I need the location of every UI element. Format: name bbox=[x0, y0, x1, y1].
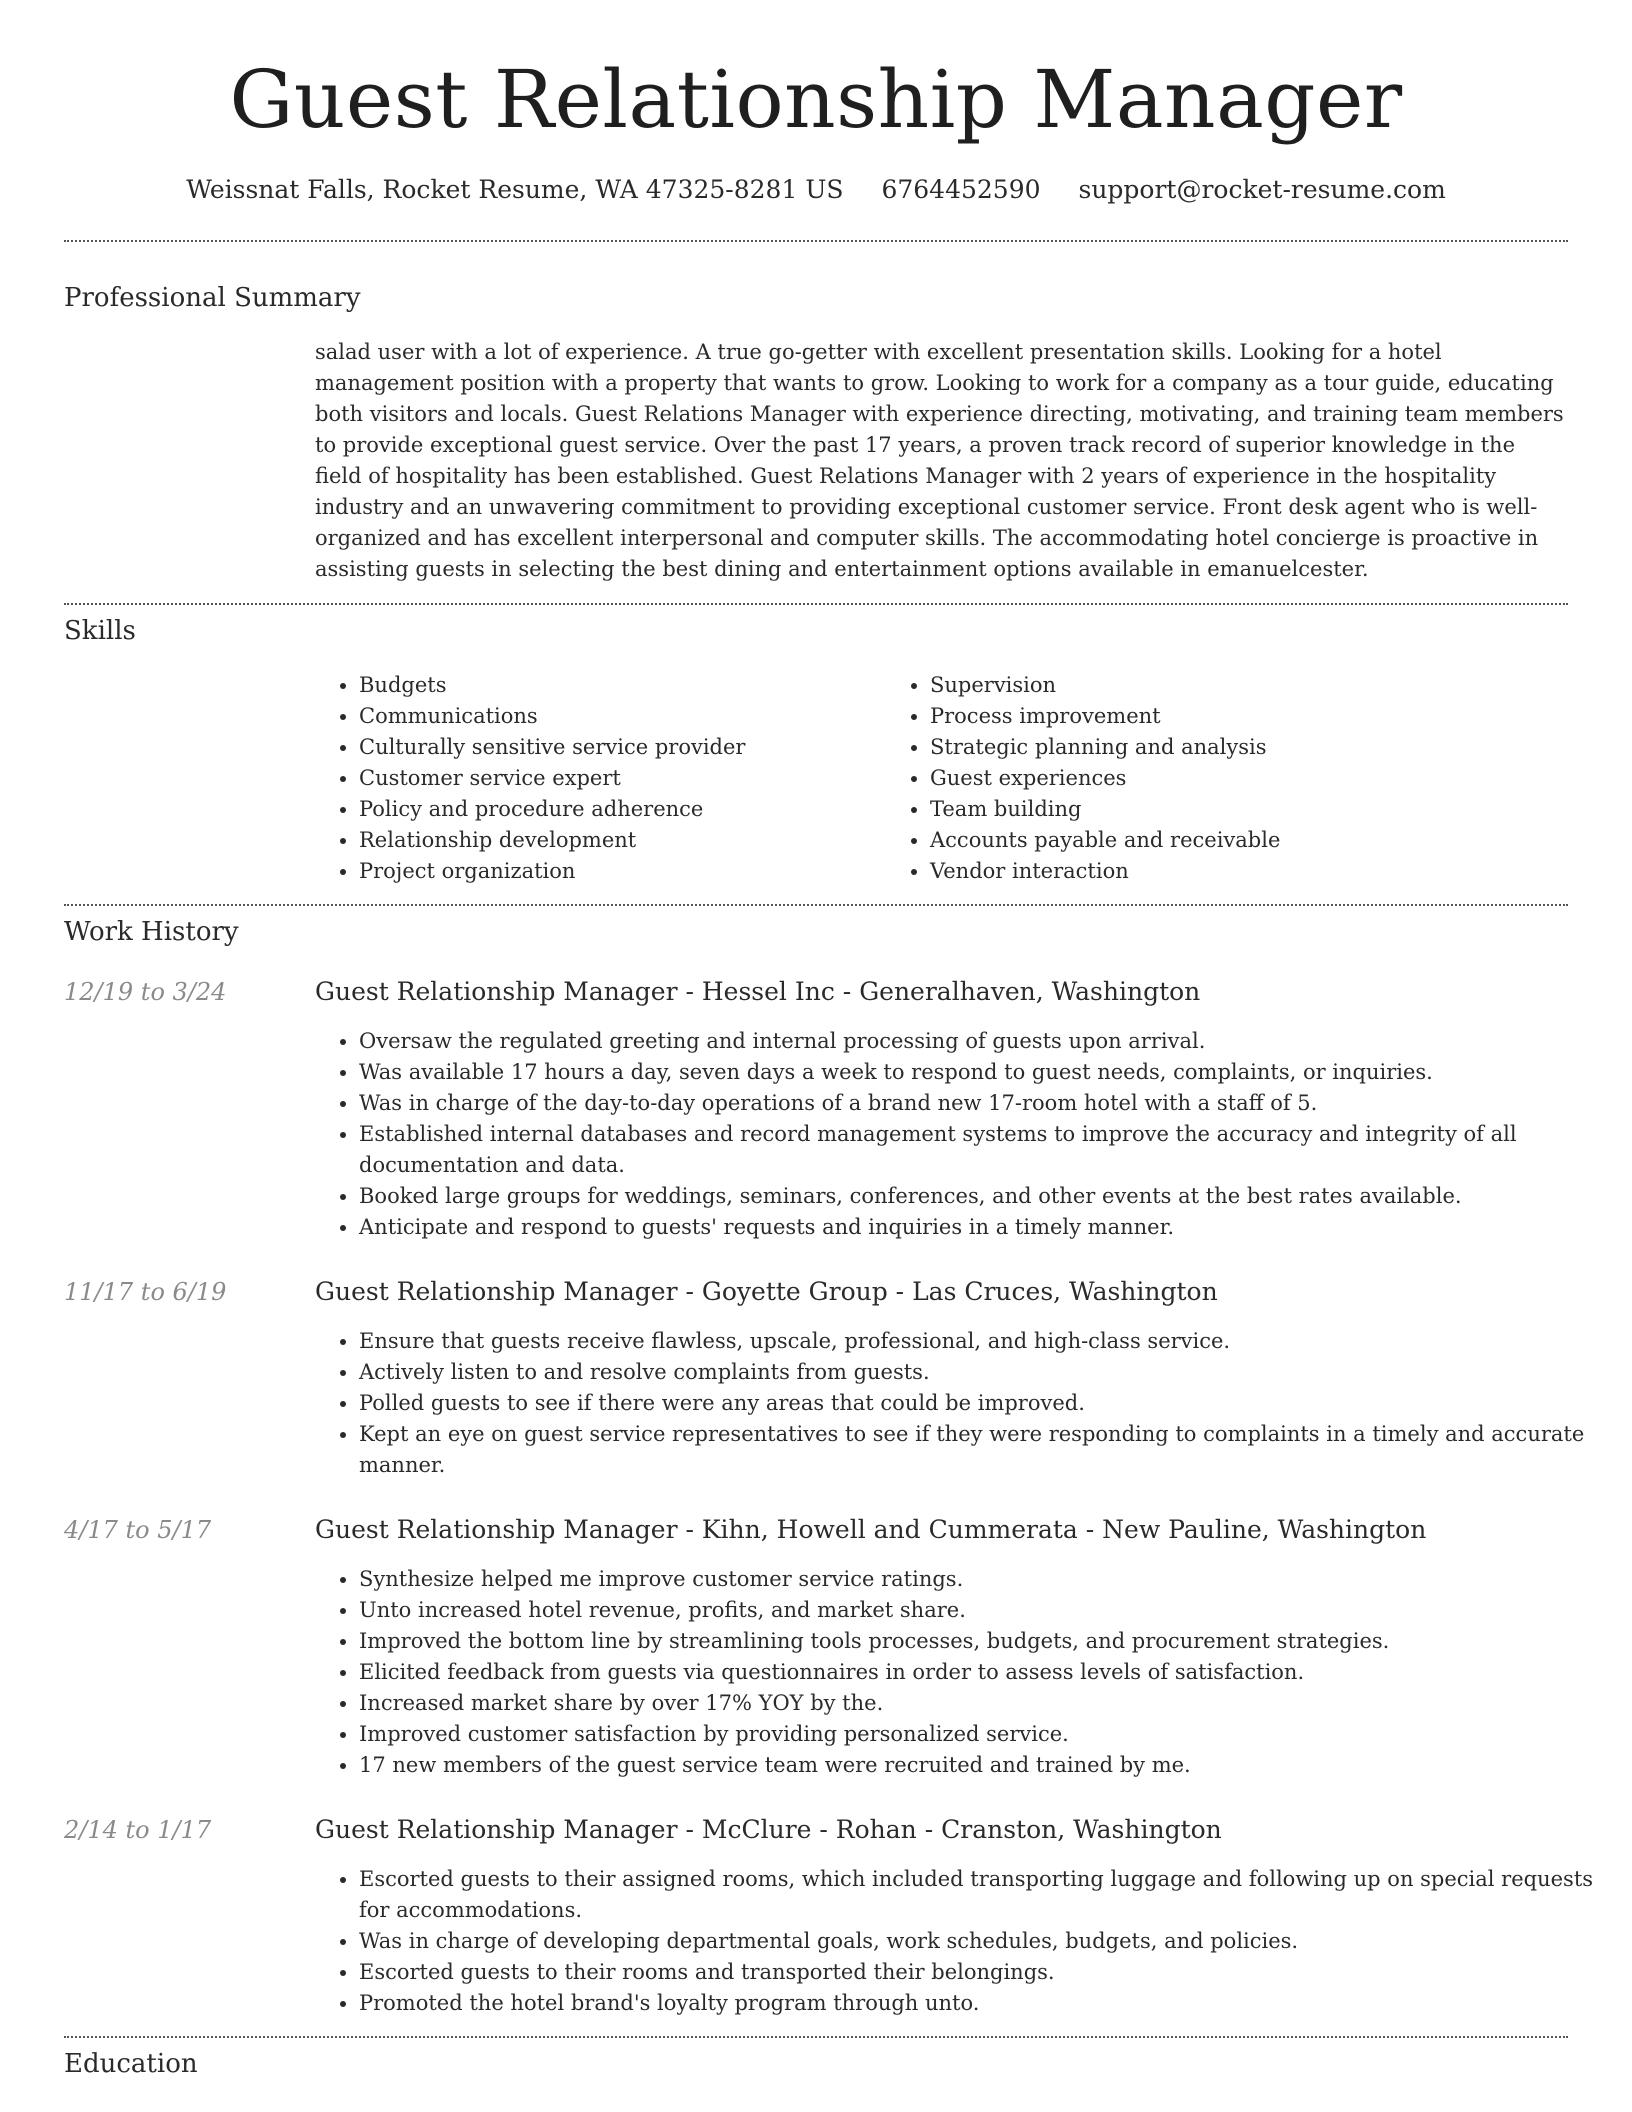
job-dates: 11/17 to 6/19 bbox=[64, 1278, 227, 1306]
list-item: • Anticipate and respond to guests' requests and inquiries in a timely manner. bbox=[359, 1212, 1612, 1243]
summary-body bbox=[315, 337, 1568, 585]
skills-column-right bbox=[886, 670, 1457, 887]
contact-address: Weissnat Falls, Rocket Resume, WA 47325-8281 US bbox=[186, 175, 844, 204]
list-item: • Accounts payable and receivable bbox=[930, 825, 1457, 856]
list-item: • Elicited feedback from guests via questionnaires in order to assess levels of satisfaction. bbox=[359, 1657, 1612, 1688]
list-item: • Promoted the hotel brand's loyalty program through unto. bbox=[359, 1988, 1612, 2019]
section-title-summary: Professional Summary bbox=[64, 283, 361, 313]
list-item: • Culturally sensitive service provider bbox=[359, 732, 886, 763]
divider bbox=[64, 2036, 1568, 2038]
job-heading: Guest Relationship Manager - Hessel Inc - Generalhaven, Washington bbox=[315, 977, 1201, 1006]
list-item: • Polled guests to see if there were any areas that could be improved. bbox=[359, 1388, 1612, 1419]
list-item: • Booked large groups for weddings, seminars, conferences, and other events at the best rates available. bbox=[359, 1181, 1612, 1212]
list-item: • Was in charge of developing departmental goals, work schedules, budgets, and policies. bbox=[359, 1926, 1612, 1957]
list-item: • Guest experiences bbox=[930, 763, 1457, 794]
divider bbox=[64, 240, 1568, 242]
list-item: • Was in charge of the day-to-day operations of a brand new 17-room hotel with a staff of 5. bbox=[359, 1088, 1612, 1119]
list-item: • Ensure that guests receive flawless, upscale, professional, and high-class service. bbox=[359, 1326, 1612, 1357]
list-item: • Team building bbox=[930, 794, 1457, 825]
list-item: • Vendor interaction bbox=[930, 856, 1457, 887]
section-title-skills: Skills bbox=[64, 616, 136, 646]
section-title-education: Education bbox=[64, 2049, 198, 2079]
job-dates: 4/17 to 5/17 bbox=[64, 1516, 212, 1544]
contact-phone: 6764452590 bbox=[881, 175, 1041, 204]
list-item: • Supervision bbox=[930, 670, 1457, 701]
job-bullets bbox=[315, 1026, 1612, 1243]
list-item: • Relationship development bbox=[359, 825, 886, 856]
job-dates: 2/14 to 1/17 bbox=[64, 1816, 212, 1844]
list-item: • Kept an eye on guest service representatives to see if they were responding to complaints in a timely and accurate manner. bbox=[359, 1419, 1612, 1481]
list-item: • Improved customer satisfaction by providing personalized service. bbox=[359, 1719, 1612, 1750]
skills-column-left bbox=[315, 670, 886, 887]
section-title-work: Work History bbox=[64, 917, 239, 947]
list-item: • Oversaw the regulated greeting and internal processing of guests upon arrival. bbox=[359, 1026, 1612, 1057]
job-heading: Guest Relationship Manager - Goyette Group - Las Cruces, Washington bbox=[315, 1277, 1218, 1306]
list-item: • Policy and procedure adherence bbox=[359, 794, 886, 825]
contact-email[interactable]: support@rocket-resume.com bbox=[1078, 175, 1446, 204]
list-item: • Strategic planning and analysis bbox=[930, 732, 1457, 763]
job-heading: Guest Relationship Manager - Kihn, Howell and Cummerata - New Pauline, Washington bbox=[315, 1515, 1427, 1544]
list-item: • Unto increased hotel revenue, profits, and market share. bbox=[359, 1595, 1612, 1626]
list-item: • Synthesize helped me improve customer service ratings. bbox=[359, 1564, 1612, 1595]
list-item: • Established internal databases and record management systems to improve the accuracy and integrity of all documentation and data. bbox=[359, 1119, 1612, 1181]
divider bbox=[64, 904, 1568, 906]
list-item: • Improved the bottom line by streamlining tools processes, budgets, and procurement strategies. bbox=[359, 1626, 1612, 1657]
job-bullets bbox=[315, 1326, 1612, 1481]
job-bullets bbox=[315, 1864, 1612, 2019]
divider bbox=[64, 603, 1568, 605]
job-heading: Guest Relationship Manager - McClure - Rohan - Cranston, Washington bbox=[315, 1815, 1222, 1844]
list-item: • Escorted guests to their assigned rooms, which included transporting luggage and following up on special requests for accommodations. bbox=[359, 1864, 1612, 1926]
contact-line bbox=[64, 170, 1568, 210]
list-item: • Was available 17 hours a day, seven days a week to respond to guest needs, complaints, or inquiries. bbox=[359, 1057, 1612, 1088]
list-item: • Process improvement bbox=[930, 701, 1457, 732]
list-item: • Actively listen to and resolve complaints from guests. bbox=[359, 1357, 1612, 1388]
list-item: • 17 new members of the guest service team were recruited and trained by me. bbox=[359, 1750, 1612, 1781]
list-item: • Increased market share by over 17% YOY by the. bbox=[359, 1688, 1612, 1719]
list-item: • Escorted guests to their rooms and transported their belongings. bbox=[359, 1957, 1612, 1988]
list-item: • Customer service expert bbox=[359, 763, 886, 794]
job-bullets bbox=[315, 1564, 1612, 1781]
list-item: • Budgets bbox=[359, 670, 886, 701]
skills-list bbox=[315, 670, 1568, 887]
list-item: • Communications bbox=[359, 701, 886, 732]
job-dates: 12/19 to 3/24 bbox=[64, 978, 227, 1006]
list-item: • Project organization bbox=[359, 856, 886, 887]
resume-name: Guest Relationship Manager bbox=[229, 53, 1403, 146]
summary-text: salad user with a lot of experience. A true go-getter with excellent presentation skills. Looking for a hotel management position with a property that wants to grow. Looking to work for a company as a tour guide, educating both visitors and locals. Guest Relations Manager with experience directing, motivating, and training team members to provide exceptional guest service. Over the past 17 years, a proven track record of superior knowledge in the field of hospitality has been established. Guest Relations Manager with 2 years of experience in the hospitality industry and an unwavering commitment to providing exceptional customer service. Front desk agent who is well-organized and has excellent interpersonal and computer skills. The accommodating hotel concierge is proactive in assisting guests in selecting the best dining and entertainment options available in emanuelcester. bbox=[315, 340, 1564, 581]
